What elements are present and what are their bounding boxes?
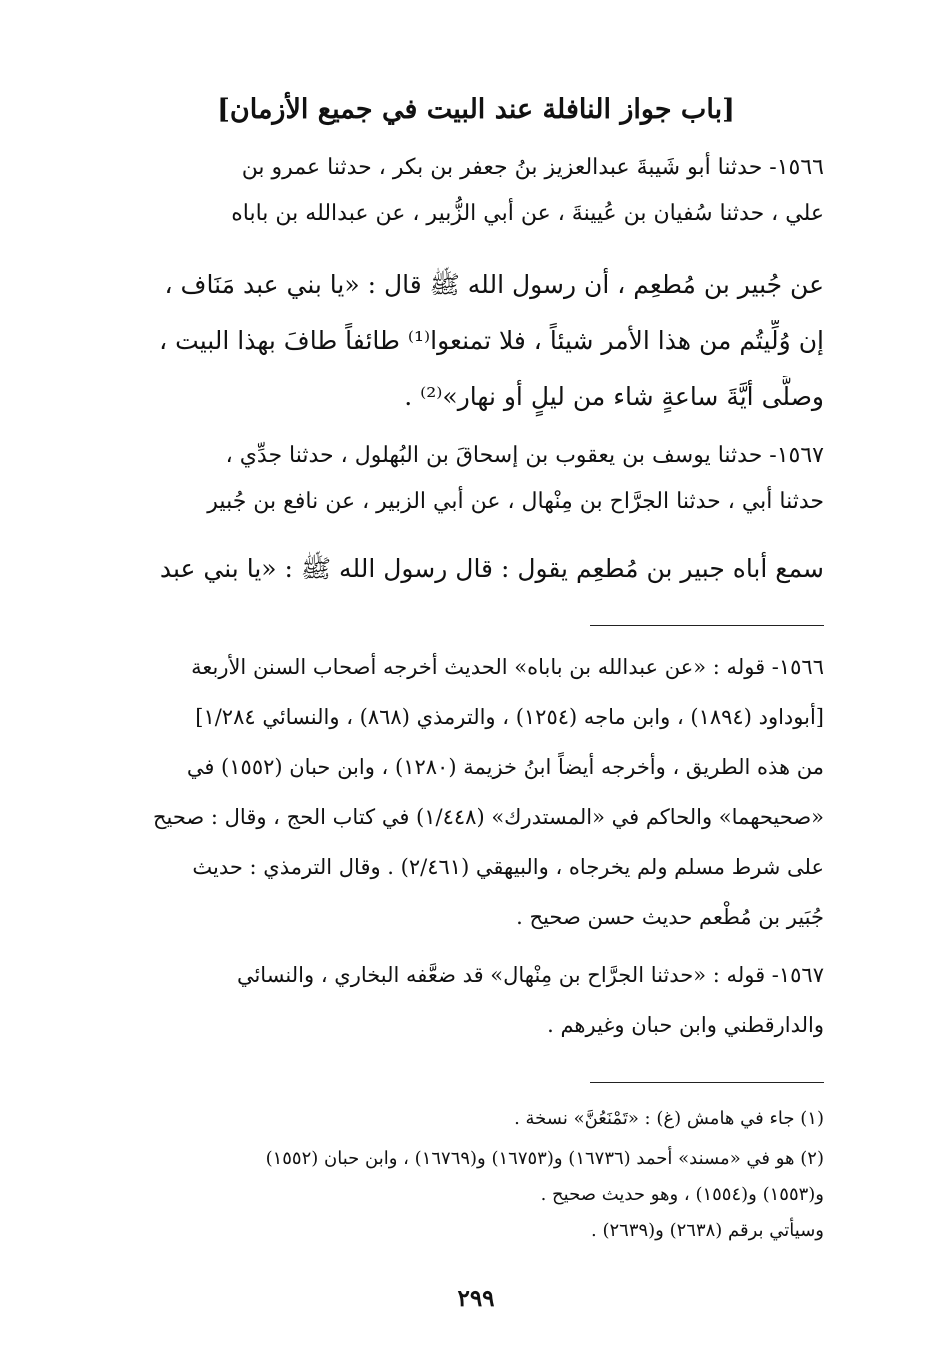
footnote-2-line-2: و(١٥٥٣) و(١٥٥٤) ، وهو حديث صحيح . [540, 1184, 824, 1205]
hadith-1566-chain-line-2: علي ، حدثنا سُفيان بن عُيينةَ ، عن أبي الزُّبير ، عن عبدالله بن باباه [231, 201, 824, 226]
commentary-1566-line-6: جُبَير بن مُطْعم حديث حسن صحيح . [516, 905, 824, 929]
commentary-1566-line-1: ١٥٦٦- قوله : «عن عبدالله بن باباه» الحديث أخرجه أصحاب السنن الأربعة [191, 655, 824, 679]
page-number: ٢٩٩ [457, 1285, 495, 1312]
commentary-separator [590, 625, 824, 626]
hadith-1566-matn-line-3: وصلَّى أيَّةَ ساعةٍ شاء من ليلٍ أو نهار»⁽²⁾ . [404, 382, 824, 411]
hadith-1566-matn-line-2: إن وُلِّيتُم من هذا الأمر شيئاً ، فلا تمنعوا⁽¹⁾ طائفاً طافَ بهذا البيت ، [159, 326, 824, 355]
hadith-1567-chain-line-1: ١٥٦٧- حدثنا يوسف بن يعقوب بن إسحاقَ بن البُهلول ، حدثنا جدِّي ، [225, 443, 824, 468]
footnote-2-line-3: وسيأتي برقم (٢٦٣٨) و(٢٦٣٩) . [591, 1220, 824, 1241]
hadith-1566-matn-line-1: عن جُبير بن مُطعِم ، أن رسول الله ﷺ قال : «يا بني عبد مَنَاف ، [164, 270, 824, 299]
footnote-2-line-1: (٢) هو في «مسند» أحمد (١٦٧٣٦) و(١٦٧٥٣) و(١٦٧٦٩) ، وابن حبان (١٥٥٢) [265, 1148, 824, 1169]
commentary-1566-line-2: [أبوداود (١٨٩٤) ، وابن ماجه (١٢٥٤) ، والترمذي (٨٦٨) ، والنسائي ١/٢٨٤] [195, 705, 824, 729]
commentary-1566-line-5: على شرط مسلم ولم يخرجاه ، والبيهقي (٢/٤٦١) . وقال الترمذي : حديث [192, 855, 824, 879]
footnote-separator [590, 1082, 824, 1083]
hadith-1567-chain-line-2: حدثنا أبي ، حدثنا الجرَّاح بن مِنْهال ، عن أبي الزبير ، عن نافع بن جُبير [207, 489, 824, 514]
hadith-1566-chain-line-1: ١٥٦٦- حدثنا أبو شَيبةَ عبدالعزيز بنُ جعفر بن بكر ، حدثنا عمرو بن [241, 155, 824, 180]
commentary-1566-line-4: «صحيحهما» والحاكم في «المستدرك» (١/٤٤٨) في كتاب الحج ، وقال : صحيح [152, 805, 824, 829]
hadith-1567-matn-line-1: سمع أباه جبير بن مُطعِم يقول : قال رسول الله ﷺ : «يا بني عبد [159, 554, 824, 583]
footnote-1: (١) جاء في هامش (غ) : «تَمْنَعُنَّ» نسخة . [514, 1108, 824, 1129]
chapter-title: [باب جواز النافلة عند البيت في جميع الأزمان] [217, 94, 735, 125]
commentary-1567-line-2: والدارقطني وابن حبان وغيرهم . [547, 1013, 824, 1037]
commentary-1566-line-3: من هذه الطريق ، وأخرجه أيضاً ابنُ خزيمة (١٢٨٠) ، وابن حبان (١٥٥٢) في [186, 755, 824, 779]
commentary-1567-line-1: ١٥٦٧- قوله : «حدثنا الجرَّاح بن مِنْهال» قد ضعَّفه البخاري ، والنسائي [236, 963, 824, 987]
